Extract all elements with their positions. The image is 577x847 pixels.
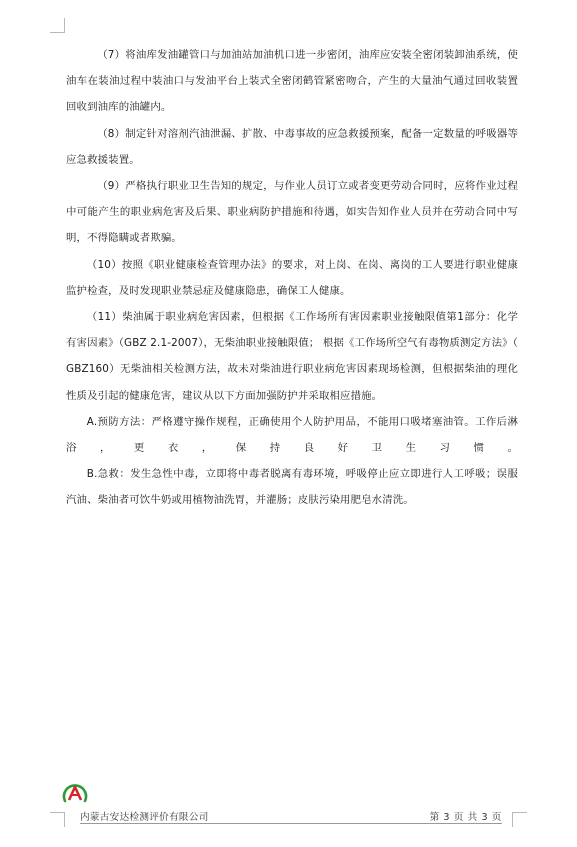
paragraph-first-aid: B.急救：发生急性中毒，立即将中毒者脱离有毒环境，呼吸停止应立即进行人工呼吸；误服汽油、柴油者可饮牛奶或用植物油洗胃，并灌肠；皮肤污染用肥皂水清洗。 xyxy=(66,468,518,507)
document-body xyxy=(66,42,518,514)
footer-divider xyxy=(80,823,502,824)
footer-page-number: 第 3 页 共 3 页 xyxy=(429,812,502,823)
footer-company-name: 内蒙古安达检测评价有限公司 xyxy=(80,812,209,823)
paragraph-10: （10）按照《职业健康检查管理办法》的要求，对上岗、在岗、离岗的工人要进行职业健康监护检查，及时发现职业禁忌症及健康隐患，确保工人健康。 xyxy=(66,258,518,297)
crop-mark-top-left xyxy=(50,18,65,33)
crop-mark-bottom-right xyxy=(512,812,527,827)
paragraph-9: （9）严格执行职业卫生告知的规定，与作业人员订立或者变更劳动合同时，应将作业过程中可能产生的职业病危害及后果、职业病防护措施和待遇，如实告知作业人员并在劳动合同中写明，不得隐瞒或者欺骗。 xyxy=(66,180,518,245)
paragraph-11: （11）柴油属于职业病危害因素，但根据《工作场所有害因素职业接触限值第1部分：化学有害因素》（GBZ 2.1-2007），无柴油职业接触限值； 根据《工作场所空气有毒物质测定方法》（GBZ160）无柴油相关检测方法，故未对柴油进行职业病危害因素现场检测，但根据柴油的理化性质及引起的健康危害，建议从以下方面加强防护并采取相应措施。 xyxy=(66,311,518,402)
paragraph-8: （8）制定针对溶剂汽油泄漏、扩散、中毒事故的应急救援预案，配备一定数量的呼吸器等应急救援装置。 xyxy=(66,127,518,166)
paragraph-7: （7）将油库发油罐管口与加油站加油机口进一步密闭，油库应安装全密闭装卸油系统，使油车在装油过程中装油口与发油平台上装式全密闭鹤管紧密吻合，产生的大量油气通过回收装置回收到油库的油罐内。 xyxy=(66,49,518,114)
paragraph-prevention: A.预防方法：严格遵守操作规程，正确使用个人防护用品，不能用口吸堵塞油管。工作后淋浴，更衣，保持良好卫生习惯。 xyxy=(66,415,518,455)
company-logo-icon xyxy=(62,780,88,806)
crop-mark-bottom-left xyxy=(50,812,65,827)
